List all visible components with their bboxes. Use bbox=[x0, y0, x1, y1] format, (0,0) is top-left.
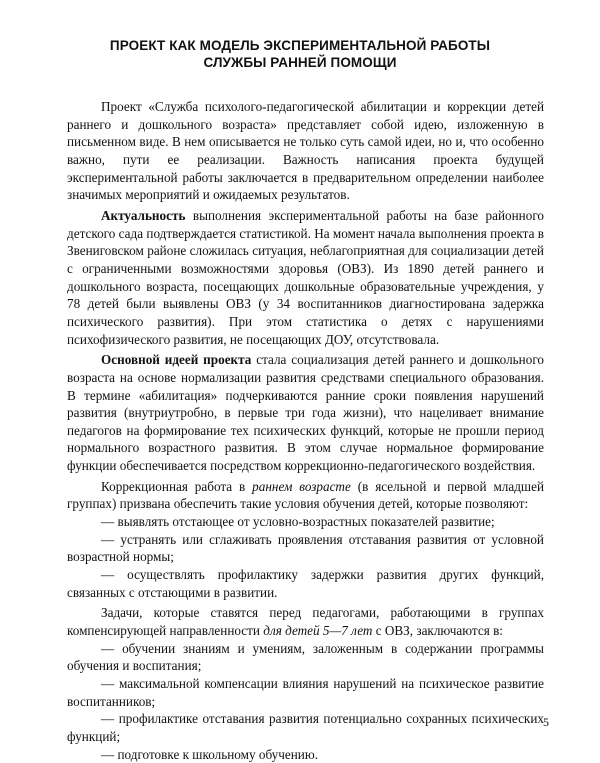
dash-item-1: — выявлять отстающее от условно-возрастных показателей развитие; bbox=[101, 514, 495, 530]
dash-item-2: — устранять или сглаживать проявления отставания развития от условной возрастной нормы; bbox=[67, 531, 544, 565]
main-idea-text: стала социализация детей раннего и дошкольного возраста на основе нормализации развития средствами специального образования. В термине «абилитация» подчеркиваются ранние сроки появления нарушений развития (внутриутробно, в первые три года жизни), что нацеливает внимание педагогов на формирование тех психических функций, которые не прошли период нормального возрастного развития. В этом случае нормальное формирование функции обеспечивается посредством коррекционно-педагогического воздействия. bbox=[67, 352, 544, 474]
paragraph-tasks bbox=[67, 604, 544, 639]
tasks-italic: для детей 5—7 лет bbox=[263, 623, 373, 639]
dash-item-3: — осуществлять профилактику задержки развития других функций, связанных с отстающими в развитии. bbox=[67, 567, 544, 600]
dash-item-7: — подготовке к школьному обучению. bbox=[101, 746, 318, 762]
document-body bbox=[67, 98, 544, 763]
tasks-text-b: с ОВЗ, заключаются в: bbox=[372, 623, 503, 639]
page-title bbox=[70, 37, 530, 71]
relevance-text: выполнения экспериментальной работы на базе районного детского сада подтверждается статистикой. На момент начала выполнения проекта в Звениговском районе сложилась ситуация, неблагоприятная для социализации детей с ограниченными возможностями здоровья (ОВЗ). Из 1890 детей раннего и дошкольного возраста, посещающих дошкольные образовательные учреждения, у 78 детей были выявлены ОВЗ (у 34 воспитанников диагностирована задержка психического развития). При этом статистика о детях с нарушениями психофизического развития, не посещающих ДОУ, отсутствовала. bbox=[67, 207, 544, 347]
dash-item-6: — профилактике отставания развития потенциально сохранных психических функций; bbox=[67, 711, 544, 744]
paragraph-relevance bbox=[67, 207, 544, 348]
dash-item-4: — обучении знаниям и умениям, заложенным в содержании программы обучения и воспитания; bbox=[67, 640, 544, 674]
tasks-text-a: Задачи, которые ставятся перед педагогами, работающими в группах компенсирующей направленности bbox=[67, 605, 544, 639]
relevance-lead: Актуальность bbox=[101, 207, 186, 223]
paragraph-intro: Проект «Служба психолого-педагогической абилитации и коррекции детей раннего и дошкольного возраста» представляет собой идею, изложенную в письменном виде. В нем описывается не только суть самой идеи, но и, что особенно важно, пути ее реализации. Важность написания проекта будущей экспериментальной работы заключается в предварительном определении наиболее значимых мероприятий и ожидаемых результатов. bbox=[67, 99, 544, 203]
early-age-italic: раннем возрасте bbox=[252, 478, 351, 494]
early-age-text-a: Коррекционная работа в bbox=[101, 478, 253, 494]
title-line-1: ПРОЕКТ КАК МОДЕЛЬ ЭКСПЕРИМЕНТАЛЬНОЙ РАБОТЫ bbox=[109, 38, 491, 53]
early-age-text-b: (в ясельной и первой младшей группах) призвана обеспечить такие условия обучения детей, которые позволяют: bbox=[67, 478, 544, 512]
paragraph-main-idea bbox=[67, 351, 544, 475]
main-idea-lead: Основной идеей проекта bbox=[101, 352, 252, 368]
paragraph-early-age bbox=[67, 478, 544, 513]
title-line-2: СЛУЖБЫ РАННЕЙ ПОМОЩИ bbox=[203, 55, 397, 70]
page-number: 5 bbox=[543, 715, 549, 729]
dash-item-5: — максимальной компенсации влияния нарушений на психическое развитие воспитанников; bbox=[67, 676, 544, 709]
